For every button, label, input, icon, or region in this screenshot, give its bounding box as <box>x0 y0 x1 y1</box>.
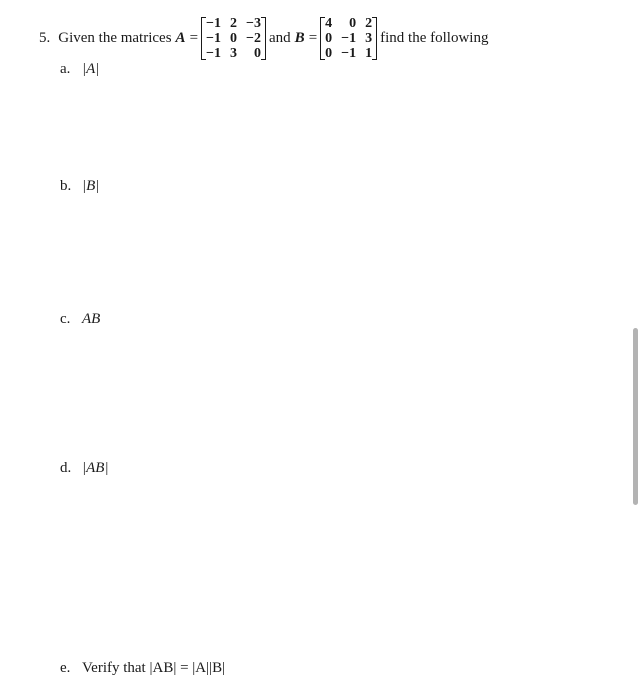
part-e <box>60 660 225 677</box>
part-expression: AB <box>82 311 101 327</box>
part-letter: a. <box>60 61 71 77</box>
matrix-b-cell: 3 <box>365 30 373 46</box>
matrix-a-cell: −1 <box>206 30 222 46</box>
matrix-a-cell: 0 <box>230 30 238 46</box>
question-number: 5. <box>39 29 51 46</box>
matrix-b-cell: −1 <box>341 45 357 61</box>
matrix-a-cell: 2 <box>230 15 238 31</box>
matrix-b <box>320 16 377 61</box>
part-expression: Verify that |AB| = |A||B| <box>82 660 226 676</box>
matrix-a <box>201 16 266 61</box>
matrix-b-cell: 4 <box>325 15 333 31</box>
question-prefix: Given the matrices <box>58 29 172 46</box>
matrix-b-cell: 2 <box>365 15 373 31</box>
matrix-a-cell: −3 <box>246 15 261 31</box>
matrix-a-cell: −1 <box>206 15 222 31</box>
matrix-b-cell: −1 <box>341 30 357 46</box>
matrix-b-cell: 0 <box>325 45 333 61</box>
matrix-a-cell: −2 <box>246 30 261 46</box>
part-letter: e. <box>60 660 71 676</box>
part-expression: |A| <box>82 61 100 77</box>
part-letter: b. <box>60 178 72 194</box>
question-suffix: find the following <box>380 29 489 46</box>
part-letter: d. <box>60 460 72 476</box>
matrix-a-label: A <box>175 29 186 46</box>
matrix-a-cell: 0 <box>254 45 261 61</box>
and-text: and <box>269 29 291 46</box>
part-c <box>60 311 100 328</box>
question-5 <box>39 12 488 64</box>
part-a <box>60 61 99 78</box>
matrix-b-cell: 0 <box>349 15 357 31</box>
equals-sign-a: = <box>189 29 199 46</box>
matrix-b-label: B <box>294 29 305 46</box>
part-letter: c. <box>60 311 71 327</box>
part-d <box>60 460 109 477</box>
part-expression: |B| <box>82 178 100 194</box>
equals-sign-b: = <box>308 29 318 46</box>
matrix-a-cell: −1 <box>206 45 222 61</box>
part-b <box>60 178 99 195</box>
matrix-a-cell: 3 <box>230 45 238 61</box>
scrollbar-thumb[interactable] <box>633 328 638 505</box>
matrix-b-cell: 1 <box>365 45 373 61</box>
part-expression: |AB| <box>82 460 109 476</box>
matrix-b-cell: 0 <box>325 30 333 46</box>
